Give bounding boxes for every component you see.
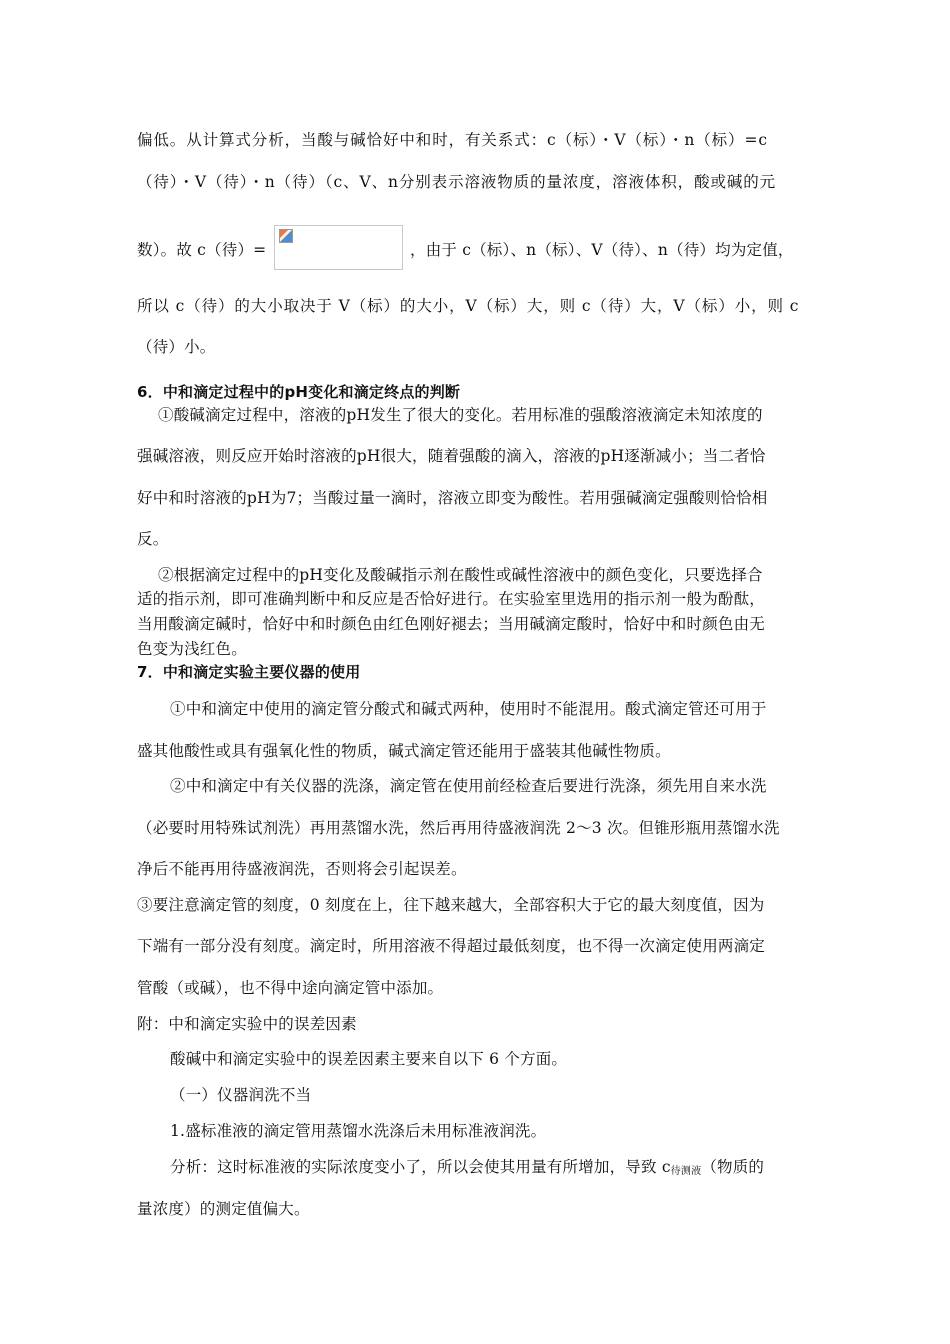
paragraph-line: 反。 (137, 530, 169, 548)
section-heading: 7．中和滴定实验主要仪器的使用 (137, 663, 361, 681)
section-heading: 6．中和滴定过程中的pH变化和滴定终点的判断 (137, 383, 461, 401)
subscript-text: 待测液 (670, 1166, 702, 1177)
paragraph-line: 色变为浅红色。 (137, 640, 247, 658)
paragraph-line: ，由于 c（标）、n（标）、V（待）、n（待）均为定值， (410, 241, 794, 259)
paragraph-line: 净后不能再用待盛液润洗，否则将会引起误差。 (137, 860, 467, 878)
paragraph-line (170, 1155, 764, 1177)
paragraph-line: 下端有一部分没有刻度。滴定时，所用溶液不得超过最低刻度，也不得一次滴定使用两滴定 (137, 937, 766, 955)
paragraph-line: 适的指示剂，即可准确判断中和反应是否恰好进行。在实验室里选用的指示剂一般为酚酞， (137, 590, 766, 608)
paragraph-line: 量浓度）的测定值偏大。 (137, 1200, 310, 1218)
paragraph-line: 盛其他酸性或具有强氧化性的物质，碱式滴定管还能用于盛装其他碱性物质。 (137, 742, 671, 760)
broken-image-icon (279, 229, 293, 243)
paragraph-line: ①酸碱滴定过程中，溶液的pH发生了很大的变化。若用标准的强酸溶液滴定未知浓度的 (158, 406, 763, 424)
formula-image (274, 225, 403, 270)
paragraph-line: （待）小。 (137, 338, 216, 356)
analysis-text-cont: （物质的 (701, 1158, 765, 1176)
paragraph-line: 偏低。从计算式分析，当酸与碱恰好中和时，有关系式：c（标）・V（标）・n（标）=c (137, 131, 768, 149)
paragraph-line: 所以 c（待）的大小取决于 V（标）的大小，V（标）大，则 c（待）大，V（标）小，则 c (137, 297, 800, 315)
paragraph-line: （必要时用特殊试剂洗）再用蒸馏水洗，然后再用待盛液润洗 2～3 次。但锥形瓶用蒸馏水洗 (137, 819, 780, 837)
paragraph-line: 数）。故 c（待）= (137, 241, 267, 259)
paragraph-line: （待）・V（待）・n（待）（c、V、n分别表示溶液物质的量浓度，溶液体积，酸或碱的元 (137, 173, 777, 191)
analysis-text: 分析：这时标准液的实际浓度变小了，所以会使其用量有所增加，导致 c (170, 1158, 671, 1176)
subsection-title: （一）仪器润洗不当 (170, 1086, 312, 1104)
paragraph-line: 酸碱中和滴定实验中的误差因素主要来自以下 6 个方面。 (170, 1050, 568, 1068)
paragraph-line: 好中和时溶液的pH为7；当酸过量一滴时，溶液立即变为酸性。若用强碱滴定强酸则恰恰相 (137, 489, 768, 507)
appendix-title: 附：中和滴定实验中的误差因素 (137, 1015, 357, 1033)
paragraph-line: ②中和滴定中有关仪器的洗涤，滴定管在使用前经检查后要进行洗涤，须先用自来水洗 (170, 777, 767, 795)
paragraph-line: ③要注意滴定管的刻度，0 刻度在上，往下越来越大，全部容积大于它的最大刻度值，因为 (137, 896, 765, 914)
paragraph-line: 强碱溶液，则反应开始时溶液的pH很大，随着强酸的滴入，溶液的pH逐渐减小；当二者恰 (137, 447, 766, 465)
paragraph-line: ②根据滴定过程中的pH变化及酸碱指示剂在酸性或碱性溶液中的颜色变化，只要选择合 (158, 566, 763, 584)
paragraph-line: 管酸（或碱），也不得中途向滴定管中添加。 (137, 979, 444, 997)
paragraph-line: ①中和滴定中使用的滴定管分酸式和碱式两种，使用时不能混用。酸式滴定管还可用于 (170, 700, 767, 718)
paragraph-line: 当用酸滴定碱时，恰好中和时颜色由红色刚好褪去；当用碱滴定酸时，恰好中和时颜色由无 (137, 615, 766, 633)
paragraph-line: 1.盛标准液的滴定管用蒸馏水洗涤后未用标准液润洗。 (170, 1122, 547, 1140)
